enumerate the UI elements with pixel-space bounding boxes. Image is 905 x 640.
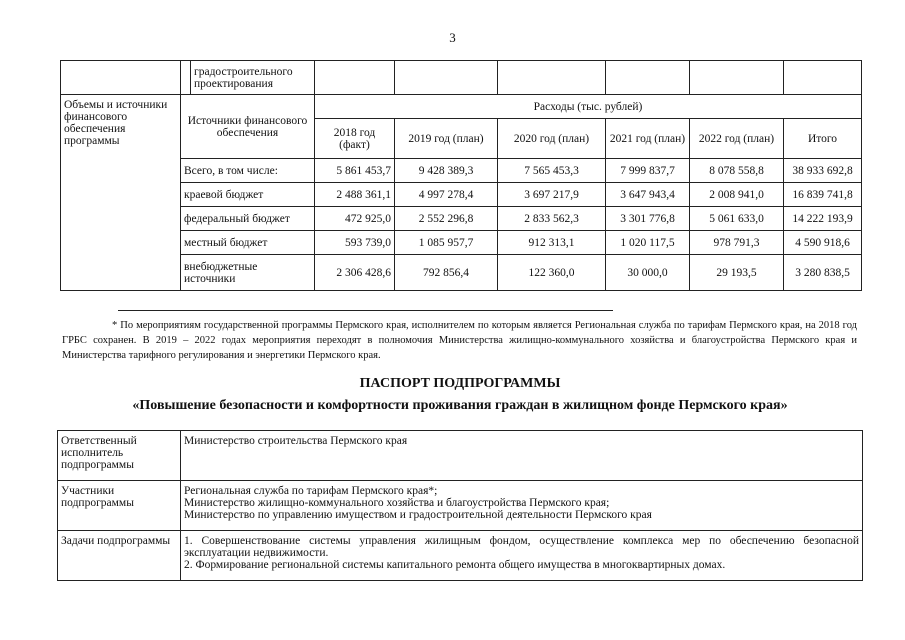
empty-cell	[315, 61, 395, 95]
passport-row-content	[181, 531, 863, 581]
passport-line: Министерство по управлению имуществом и градостроительной деятельности Пермского края	[184, 509, 652, 521]
row-label: Всего, в том числе:	[181, 159, 315, 183]
value-cell: 2 306 428,6	[315, 255, 395, 291]
row-label: местный бюджет	[181, 231, 315, 255]
value-cell: 2 552 296,8	[395, 207, 498, 231]
table-row	[61, 159, 862, 183]
sources-header: Источники финансового обеспечения	[181, 95, 315, 159]
value-cell: 1 085 957,7	[395, 231, 498, 255]
passport-row	[58, 431, 863, 481]
passport-row-content	[181, 431, 863, 481]
year-header: 2019 год (план)	[395, 119, 498, 159]
row-label: внебюджетные источники	[181, 255, 315, 291]
value-cell: 30 000,0	[606, 255, 690, 291]
value-cell: 4 997 278,4	[395, 183, 498, 207]
passport-row-label: Ответственный исполнитель подпрограммы	[58, 431, 181, 481]
value-cell: 1 020 117,5	[606, 231, 690, 255]
passport-row	[58, 531, 863, 581]
value-cell: 122 360,0	[498, 255, 606, 291]
header-row-1	[61, 95, 862, 119]
value-cell: 8 078 558,8	[690, 159, 784, 183]
empty-cell	[61, 61, 181, 95]
year-header: 2020 год (план)	[498, 119, 606, 159]
table-row	[61, 231, 862, 255]
value-cell: 16 839 741,8	[784, 183, 862, 207]
table-row	[61, 255, 862, 291]
value-cell: 593 739,0	[315, 231, 395, 255]
empty-cell	[181, 61, 191, 95]
value-cell: 2 008 941,0	[690, 183, 784, 207]
passport-line: Министерство строительства Пермского края	[184, 435, 408, 447]
value-cell: 5 861 453,7	[315, 159, 395, 183]
page-number: 3	[449, 30, 456, 45]
value-cell: 472 925,0	[315, 207, 395, 231]
table-row	[61, 183, 862, 207]
passport-line: 2. Формирование региональной системы капитального ремонта общего имущества в многоквартирных домах.	[184, 559, 726, 571]
year-header: 2018 год (факт)	[315, 119, 395, 159]
value-cell: 3 301 776,8	[606, 207, 690, 231]
empty-cell	[395, 61, 498, 95]
value-cell: 7 999 837,7	[606, 159, 690, 183]
total-header: Итого	[784, 119, 862, 159]
empty-cell	[498, 61, 606, 95]
value-cell: 2 488 361,1	[315, 183, 395, 207]
passport-title: ПАСПОРТ ПОДПРОГРАММЫ	[359, 376, 561, 391]
value-cell: 792 856,4	[395, 255, 498, 291]
passport-row-label: Задачи подпрограммы	[58, 531, 181, 581]
financing-table	[60, 60, 862, 291]
passport-line: Региональная служба по тарифам Пермского края*;	[184, 485, 438, 497]
passport-table	[57, 430, 863, 581]
footnote-divider	[118, 310, 613, 311]
value-cell: 29 193,5	[690, 255, 784, 291]
year-header: 2021 год (план)	[606, 119, 690, 159]
value-cell: 7 565 453,3	[498, 159, 606, 183]
value-cell: 3 647 943,4	[606, 183, 690, 207]
empty-cell	[690, 61, 784, 95]
value-cell: 2 833 562,3	[498, 207, 606, 231]
section-label: Объемы и источники финансового обеспечения программы	[61, 95, 181, 291]
continued-row	[61, 61, 862, 95]
value-cell: 4 590 918,6	[784, 231, 862, 255]
expenses-header: Расходы (тыс. рублей)	[315, 95, 862, 119]
passport-line: 1. Совершенствование системы управления жилищным фондом, осуществление комплекса мер по обеспечению безопасной эксплуатации недвижимости.	[184, 535, 859, 559]
value-cell: 3 697 217,9	[498, 183, 606, 207]
passport-subtitle: «Повышение безопасности и комфортности проживания граждан в жилищном фонде Пермского края»	[132, 398, 788, 413]
footnote: * По мероприятиям государственной программы Пермского края, исполнителем по которым является Региональная служба по тарифам Пермского края, на 2018 год ГРБС сохранен. В 2019 – 2022 годах мероприятия переходят в полномочия Министерства жилищно-коммунального хозяйства и благоустройства Пермского края и Министерства тарифного регулирования и энергетики Пермского края.	[62, 320, 857, 361]
year-header: 2022 год (план)	[690, 119, 784, 159]
passport-row	[58, 481, 863, 531]
passport-row-content	[181, 481, 863, 531]
value-cell: 3 280 838,5	[784, 255, 862, 291]
value-cell: 978 791,3	[690, 231, 784, 255]
value-cell: 14 222 193,9	[784, 207, 862, 231]
empty-cell	[784, 61, 862, 95]
value-cell: 5 061 633,0	[690, 207, 784, 231]
continued-row-text: градостроительного проектирования	[191, 61, 315, 95]
table-row	[61, 207, 862, 231]
value-cell: 9 428 389,3	[395, 159, 498, 183]
passport-row-label: Участники подпрограммы	[58, 481, 181, 531]
value-cell: 912 313,1	[498, 231, 606, 255]
row-label: краевой бюджет	[181, 183, 315, 207]
value-cell: 38 933 692,8	[784, 159, 862, 183]
row-label: федеральный бюджет	[181, 207, 315, 231]
passport-line: Министерство жилищно-коммунального хозяйства и благоустройства Пермского края;	[184, 497, 610, 509]
empty-cell	[606, 61, 690, 95]
